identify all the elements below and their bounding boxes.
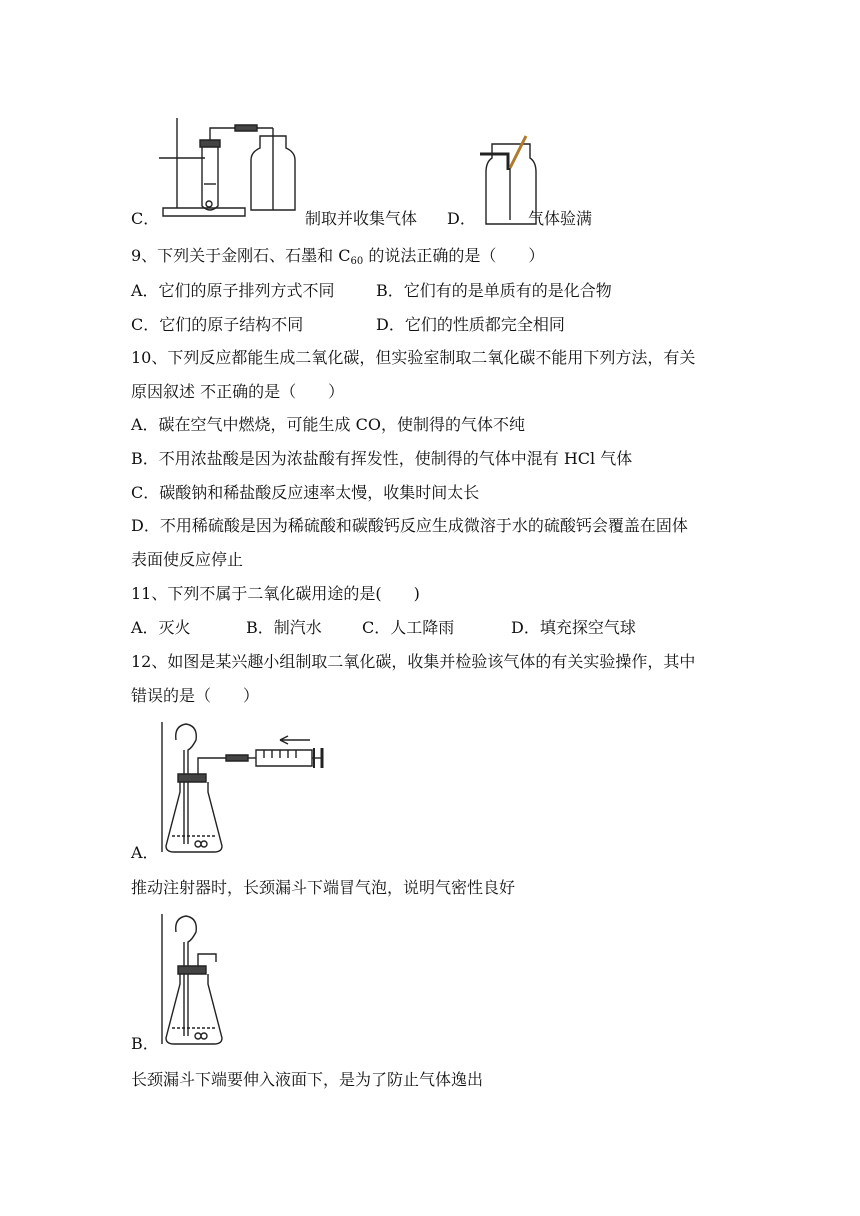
q8-option-c-letter: C．	[131, 209, 160, 228]
q8-option-d-text: 气体验满	[528, 209, 593, 228]
q12-option-a-text: 推动注射器时，长颈漏斗下端冒气泡，说明气密性良好	[131, 878, 516, 897]
q9-stem	[131, 245, 544, 273]
q11-option-c: C．人工降雨	[362, 618, 455, 637]
q10-option-d-line1: D．不用稀硫酸是因为稀硫酸和碳酸钙反应生成微溶于水的硫酸钙会覆盖在固体	[131, 516, 688, 535]
q12-option-b-text: 长颈漏斗下端要伸入液面下，是为了防止气体逸出	[131, 1070, 484, 1089]
q12-stem-line1: 12、如图是某兴趣小组制取二氧化碳，收集并检验该气体的有关实验操作，其中	[131, 652, 696, 671]
long-neck-funnel-flask-figure	[160, 912, 240, 1054]
q10-option-c: C．碳酸钠和稀盐酸反应速率太慢，收集时间太长	[131, 483, 480, 502]
q11-stem: 11、下列不属于二氧化碳用途的是( )	[131, 584, 420, 603]
q11-option-b: B．制汽水	[246, 618, 322, 637]
q10-option-a: A．碳在空气中燃烧，可能生成 CO，使制得的气体不纯	[131, 415, 526, 434]
q10-option-b: B．不用浓盐酸是因为浓盐酸有挥发性，使制得的气体中混有 HCl 气体	[131, 449, 633, 468]
q9-option-d: D．它们的性质都完全相同	[376, 315, 565, 334]
q12-stem-line2: 错误的是（ ）	[131, 686, 260, 705]
q8-option-d-letter: D．	[447, 209, 476, 228]
q11-option-a: A．灭火	[131, 618, 191, 637]
collect-gas-apparatus-figure	[155, 114, 305, 218]
q11-option-d: D．填充探空气球	[511, 618, 636, 637]
q9-option-c: C．它们的原子结构不同	[131, 315, 304, 334]
q12-option-b-letter: B．	[131, 1034, 159, 1053]
q12-option-a-letter: A．	[131, 843, 159, 862]
q9-option-a: A．它们的原子排列方式不同	[131, 281, 335, 300]
q8-option-c-text: 制取并收集气体	[305, 209, 418, 228]
q9-stem-post: 的说法正确的是（ ）	[363, 246, 545, 265]
q10-stem-line1: 10、下列反应都能生成二氧化碳，但实验室制取二氧化碳不能用下列方法，有关	[131, 348, 696, 367]
q10-stem-line2: 原因叙述 不正确的是（ ）	[131, 382, 345, 401]
q9-option-b: B．它们有的是单质有的是化合物	[376, 281, 612, 300]
q9-stem-pre: 9、下列关于金刚石、石墨和 C	[131, 246, 351, 265]
q9-stem-sub: 60	[350, 256, 364, 267]
airtightness-check-figure	[160, 720, 330, 862]
q10-option-d-line2: 表面使反应停止	[131, 550, 244, 569]
